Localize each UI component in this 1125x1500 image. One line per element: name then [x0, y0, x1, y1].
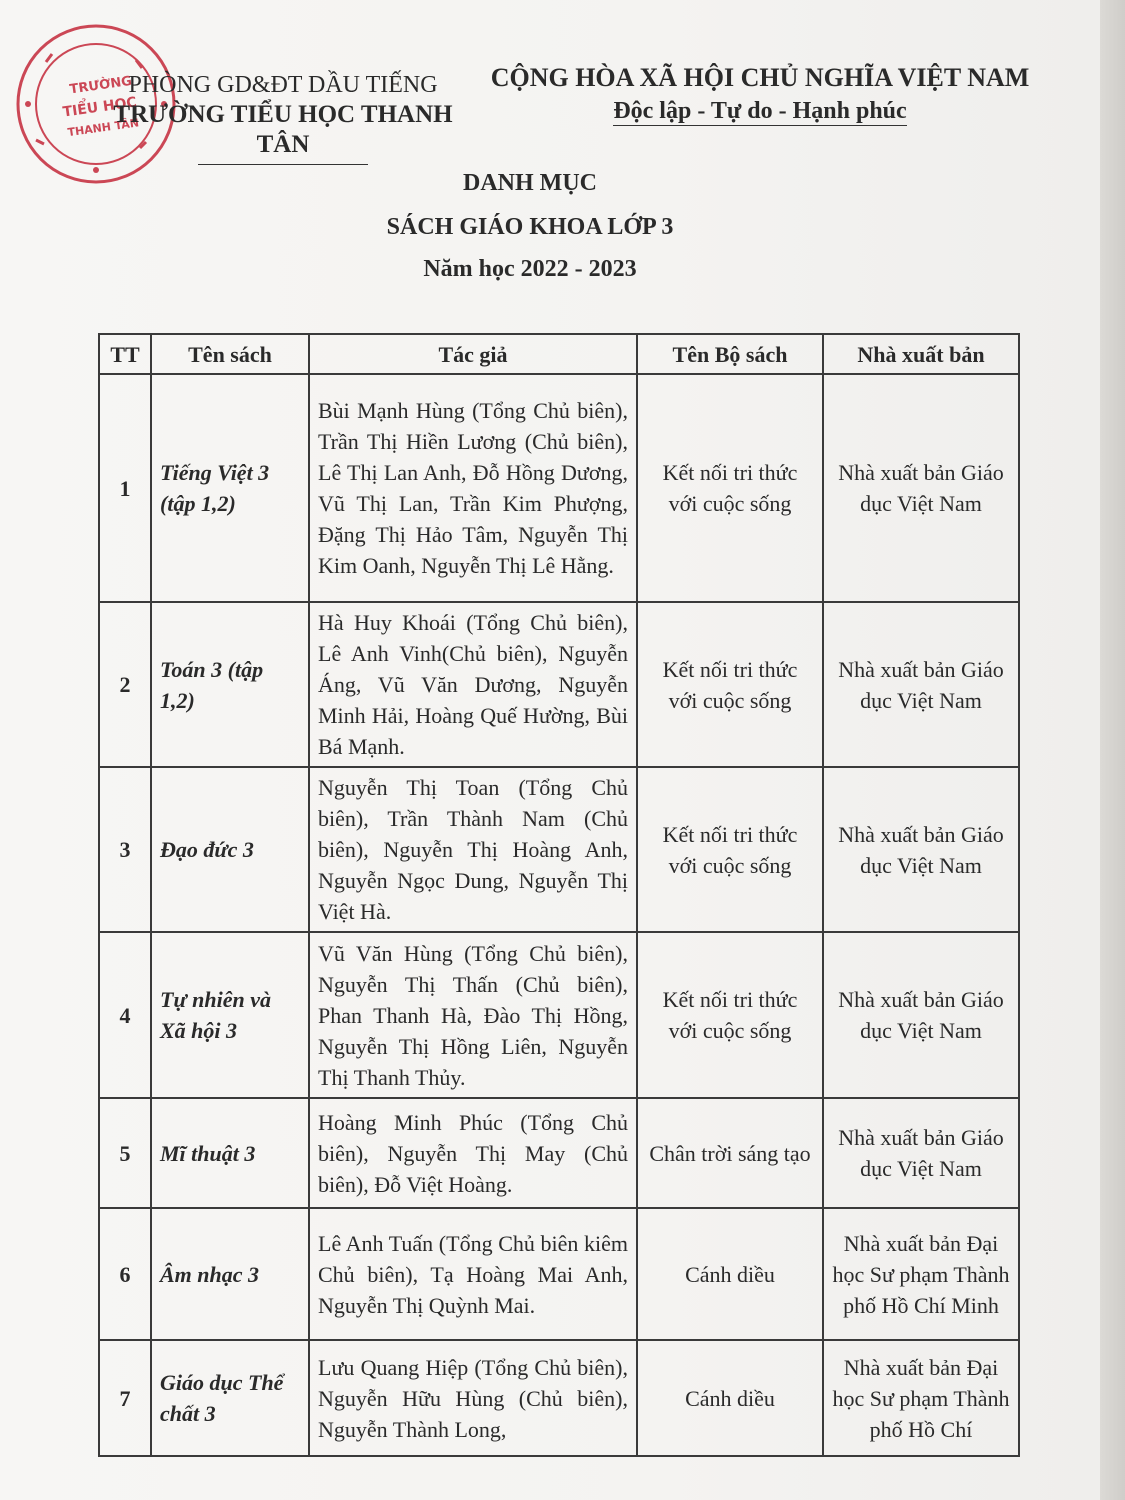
table-row — [99, 932, 1019, 1098]
book-set: Kết nối tri thức với cuộc sống — [637, 602, 823, 767]
col-header-publisher: Nhà xuất bản — [823, 334, 1019, 374]
book-set: Cánh diều — [637, 1208, 823, 1340]
table-row — [99, 1208, 1019, 1340]
book-authors: Hoàng Minh Phúc (Tổng Chủ biên), Nguyễn Thị May (Chủ biên), Đỗ Việt Hoàng. — [309, 1098, 637, 1208]
book-title: Âm nhạc 3 — [151, 1208, 309, 1340]
book-title: Toán 3 (tập 1,2) — [151, 602, 309, 767]
svg-text:TRƯỜNG: TRƯỜNG — [68, 73, 133, 98]
table-row — [99, 1098, 1019, 1208]
book-publisher: Nhà xuất bản Giáo dục Việt Nam — [823, 374, 1019, 602]
table-row — [99, 374, 1019, 602]
col-header-book: Tên sách — [151, 334, 309, 374]
row-number: 1 — [99, 374, 151, 602]
svg-text:THANH TÂN: THANH TÂN — [66, 116, 140, 140]
table-row — [99, 602, 1019, 767]
book-title: Đạo đức 3 — [151, 767, 309, 932]
row-number: 7 — [99, 1340, 151, 1456]
book-title: Tự nhiên và Xã hội 3 — [151, 932, 309, 1098]
national-motto: Độc lập - Tự do - Hạnh phúc — [613, 98, 907, 124]
doc-title-line2: SÁCH GIÁO KHOA LỚP 3 — [386, 214, 674, 240]
svg-text:TIỂU HỌC: TIỂU HỌC — [61, 94, 138, 121]
national-header — [490, 62, 1030, 126]
book-publisher: Nhà xuất bản Giáo dục Việt Nam — [823, 767, 1019, 932]
book-set: Kết nối tri thức với cuộc sống — [637, 932, 823, 1098]
book-set: Cánh diều — [637, 1340, 823, 1456]
row-number: 2 — [99, 602, 151, 767]
doc-title-year: Năm học 2022 - 2023 — [423, 256, 637, 282]
book-authors: Hà Huy Khoái (Tổng Chủ biên), Lê Anh Vinh(Chủ biên), Nguyễn Áng, Vũ Văn Dương, Nguyễn Minh Hải, Hoàng Quế Hường, Bùi Bá Mạnh. — [309, 602, 637, 767]
doc-title-line1: DANH MỤC — [463, 170, 597, 196]
book-set: Kết nối tri thức với cuộc sống — [637, 374, 823, 602]
book-publisher: Nhà xuất bản Đại học Sư phạm Thành phố Hồ Chí — [823, 1340, 1019, 1456]
row-number: 3 — [99, 767, 151, 932]
book-set: Chân trời sáng tạo — [637, 1098, 823, 1208]
header-underline — [198, 164, 368, 165]
row-number: 6 — [99, 1208, 151, 1340]
book-title: Tiếng Việt 3 (tập 1,2) — [151, 374, 309, 602]
book-authors: Vũ Văn Hùng (Tổng Chủ biên), Nguyễn Thị Thấn (Chủ biên), Phan Thanh Hà, Đào Thị Hồng, Nguyễn Thị Hồng Liên, Nguyễn Thị Thanh Thủy. — [309, 932, 637, 1098]
book-publisher: Nhà xuất bản Đại học Sư phạm Thành phố Hồ Chí Minh — [823, 1208, 1019, 1340]
table-header-row — [99, 334, 1019, 374]
country-name: CỘNG HÒA XÃ HỘI CHỦ NGHĨA VIỆT NAM — [490, 63, 1030, 92]
book-publisher: Nhà xuất bản Giáo dục Việt Nam — [823, 1098, 1019, 1208]
col-header-authors: Tác giả — [309, 334, 637, 374]
book-publisher: Nhà xuất bản Giáo dục Việt Nam — [823, 602, 1019, 767]
book-authors: Nguyễn Thị Toan (Tổng Chủ biên), Trần Thành Nam (Chủ biên), Nguyễn Thị Hoàng Anh, Nguyễn Ngọc Dung, Nguyễn Thị Việt Hà. — [309, 767, 637, 932]
col-header-tt: TT — [99, 334, 151, 374]
department-name: PHÒNG GD&ĐT DẦU TIẾNG — [128, 72, 438, 98]
row-number: 5 — [99, 1098, 151, 1208]
book-title: Giáo dục Thể chất 3 — [151, 1340, 309, 1456]
row-number: 4 — [99, 932, 151, 1098]
book-publisher: Nhà xuất bản Giáo dục Việt Nam — [823, 932, 1019, 1098]
school-name: TRƯỜNG TIỂU HỌC THANH TÂN — [113, 101, 453, 158]
book-authors: Lưu Quang Hiệp (Tổng Chủ biên), Nguyễn Hữu Hùng (Chủ biên), Nguyễn Thành Long, — [309, 1340, 637, 1456]
issuer-header — [88, 70, 478, 165]
book-title: Mĩ thuật 3 — [151, 1098, 309, 1208]
textbook-table — [98, 333, 1020, 1457]
table-row — [99, 1340, 1019, 1456]
table-row — [99, 767, 1019, 932]
book-authors: Bùi Mạnh Hùng (Tổng Chủ biên), Trần Thị Hiền Lương (Chủ biên), Lê Thị Lan Anh, Đỗ Hồng Dương, Vũ Thị Lan, Trần Kim Phượng, Đặng Thị Hảo Tâm, Nguyễn Thị Kim Oanh, Nguyễn Thị Lê Hằng. — [309, 374, 637, 602]
book-authors: Lê Anh Tuấn (Tổng Chủ biên kiêm Chủ biên), Tạ Hoàng Mai Anh, Nguyễn Thị Quỳnh Mai. — [309, 1208, 637, 1340]
col-header-set: Tên Bộ sách — [637, 334, 823, 374]
book-set: Kết nối tri thức với cuộc sống — [637, 767, 823, 932]
page-edge — [1100, 0, 1125, 1500]
